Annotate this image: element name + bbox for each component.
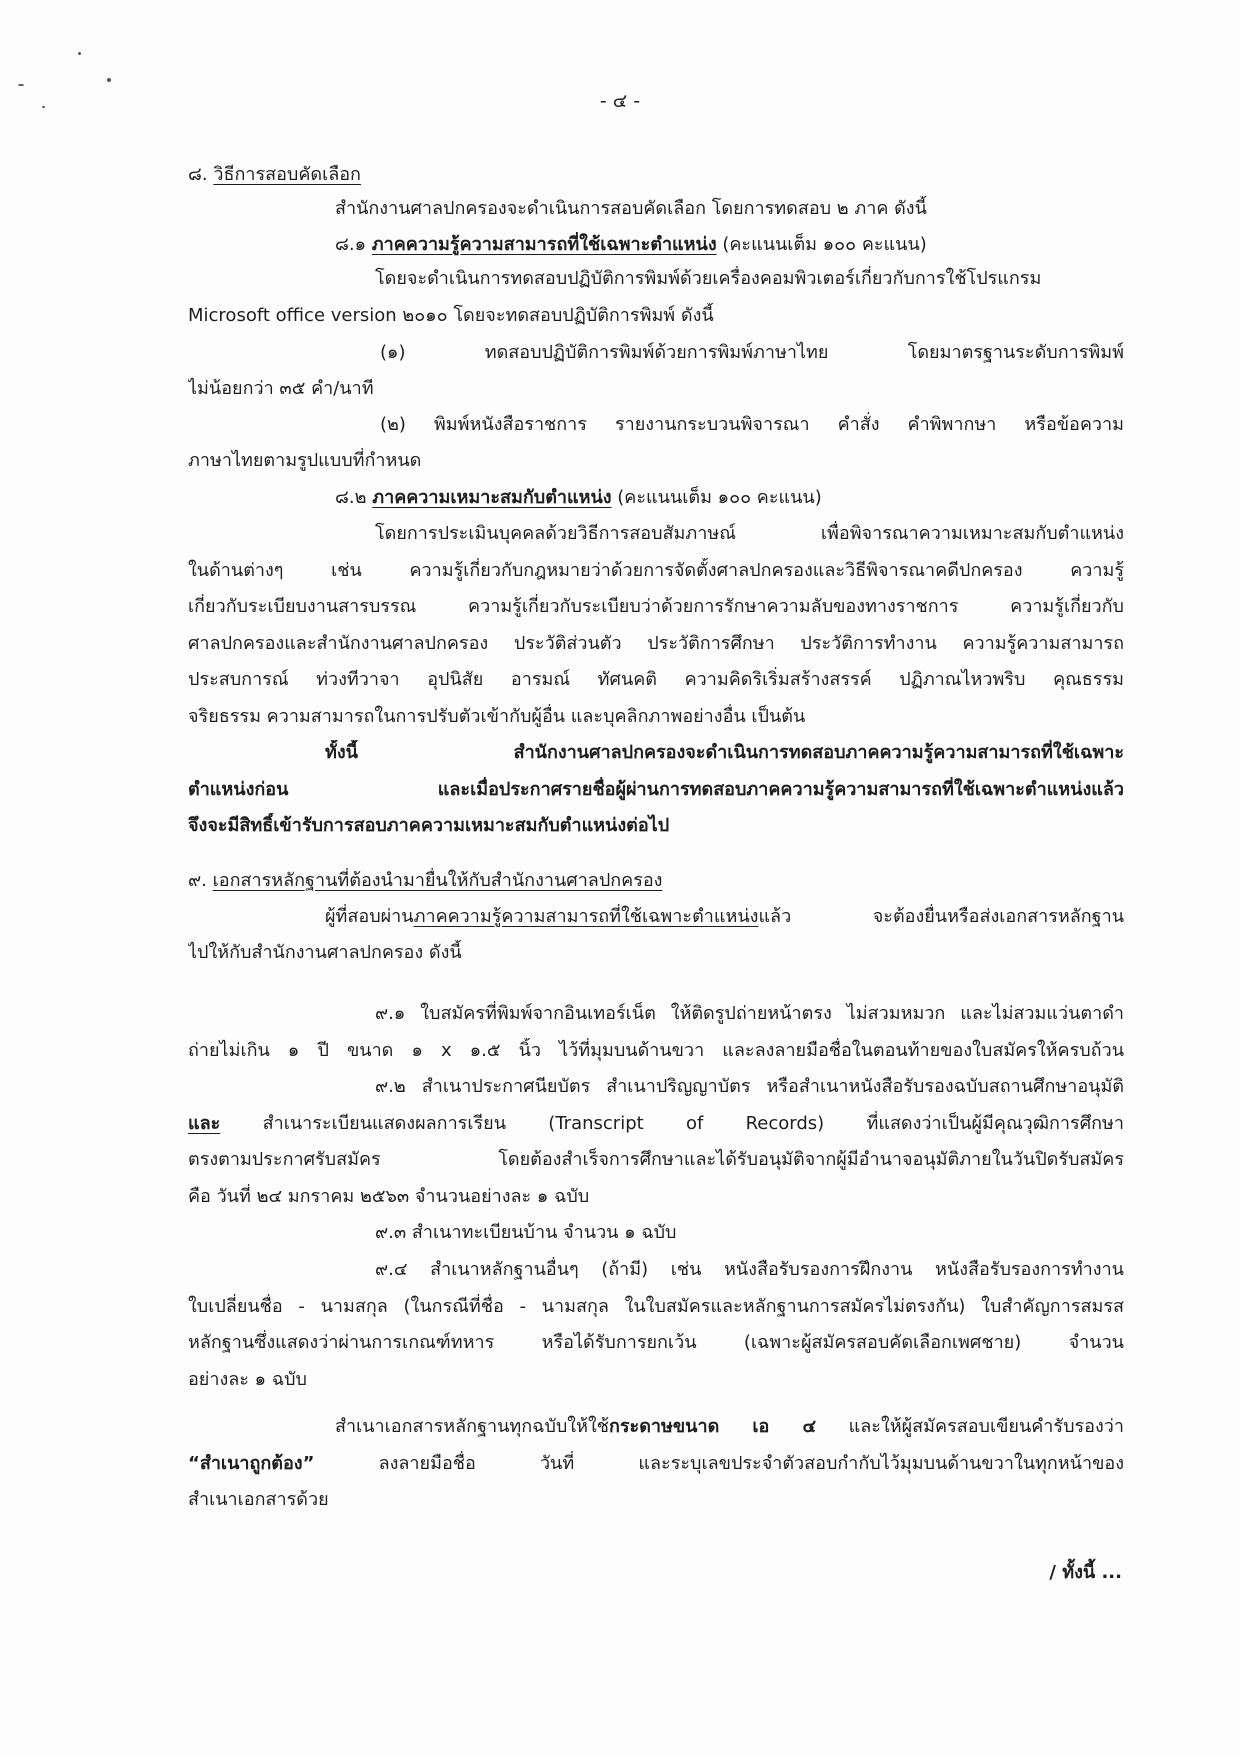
paragraph-line: ๙.๓ สำเนาทะเบียนบ้าน จำนวน ๑ ฉบับ: [375, 1222, 677, 1243]
paragraph-line: ศาลปกครองและสำนักงานศาลปกครอง ประวัติส่วนตัว ประวัติการศึกษา ประวัติการทำงาน ความรู้ความสามารถ: [188, 633, 1124, 654]
section-number: ๙.: [188, 870, 207, 891]
paragraph-line: คือ วันที่ ๒๔ มกราคม ๒๕๖๓ จำนวนอย่างละ ๑ ฉบับ: [188, 1186, 590, 1207]
section-8-intro: สำนักงานศาลปกครองจะดำเนินการสอบคัดเลือก โดยการทดสอบ ๒ ภาค ดังนี้: [335, 198, 927, 219]
text-run: สำเนาระเบียนแสดงผลการเรียน (Transcript of Records) ที่แสดงว่าเป็นผู้มีคุณวุฒิการศึกษา: [262, 1113, 1124, 1134]
paragraph-line: โดยจะดำเนินการทดสอบปฏิบัติการพิมพ์ด้วยเครื่องคอมพิวเตอร์เกี่ยวกับการใช้โปรแกรม: [375, 268, 1042, 289]
section-9-heading: [188, 868, 1124, 894]
paragraph-line: ใบเปลี่ยนชื่อ - นามสกุล (ในกรณีที่ชื่อ - นามสกุล ในใบสมัครและหลักฐานการสมัครไม่ตรงกัน) ใบสำคัญการสมรส: [188, 1296, 1124, 1317]
subsection-8-2-heading: [335, 485, 1124, 511]
paragraph-line: ในด้านต่างๆ เช่น ความรู้เกี่ยวกับกฎหมายว่าด้วยการจัดตั้งศาลปกครองและวิธีพิจารณาคดีปกครอง ความรู้: [188, 560, 1124, 581]
subsection-number: ๘.๒: [335, 487, 367, 508]
text-run-bold: กระดาษขนาด เอ ๔: [608, 1416, 817, 1437]
list-item: (๒) พิมพ์หนังสือราชการ รายงานกระบวนพิจารณา คำสั่ง คำพิพากษา หรือข้อความ: [380, 414, 1124, 435]
list-item-cont: ไม่น้อยกว่า ๓๕ คำ/นาที: [188, 378, 374, 399]
paragraph-line: [335, 1414, 1124, 1440]
subsection-score: (คะแนนเต็ม ๑๐๐ คะแนน): [722, 234, 927, 255]
note-line: ทั้งนี้ สำนักงานศาลปกครองจะดำเนินการทดสอบภาคความรู้ความสามารถที่ใช้เฉพาะ: [325, 742, 1124, 763]
paragraph-line: [188, 1451, 1124, 1477]
subsection-score: (คะแนนเต็ม ๑๐๐ คะแนน): [617, 487, 822, 508]
paragraph-line: ๙.๒ สำเนาประกาศนียบัตร สำเนาปริญญาบัตร หรือสำเนาหนังสือรับรองฉบับสถานศึกษาอนุมัติ: [375, 1076, 1124, 1097]
paragraph-line: Microsoft office version ๒๐๑๐ โดยจะทดสอบปฏิบัติการพิมพ์ ดังนี้: [188, 305, 714, 326]
note-line: ตำแหน่งก่อน และเมื่อประกาศรายชื่อผู้ผ่านการทดสอบภาคความรู้ความสามารถที่ใช้เฉพาะตำแหน่งแล้ว: [188, 779, 1124, 800]
subsection-8-1-heading: [335, 232, 1124, 258]
section-8-heading: [188, 162, 1124, 188]
list-item-cont: ภาษาไทยตามรูปแบบที่กำหนด: [188, 450, 422, 471]
list-item: (๑) ทดสอบปฏิบัติการพิมพ์ด้วยการพิมพ์ภาษาไทย โดยมาตรฐานระดับการพิมพ์: [380, 342, 1124, 363]
note-line: จึงจะมีสิทธิ์เข้ารับการสอบภาคความเหมาะสมกับตำแหน่งต่อไป: [188, 815, 670, 836]
paragraph-line: หลักฐานซึ่งแสดงว่าผ่านการเกณฑ์ทหาร หรือได้รับการยกเว้น (เฉพาะผู้สมัครสอบคัดเลือกเพศชาย) จำนวน: [188, 1332, 1124, 1353]
text-run-bold: “สำเนาถูกต้อง”: [188, 1453, 315, 1474]
section-title: เอกสารหลักฐานที่ต้องนำมายื่นให้กับสำนักงานศาลปกครอง: [212, 870, 663, 891]
continuation-marker: / ทั้งนี้ ...: [1049, 1562, 1122, 1583]
paragraph-line: ถ่ายไม่เกิน ๑ ปี ขนาด ๑ x ๑.๕ นิ้ว ไว้ที่มุมบนด้านขวา และลงลายมือชื่อในตอนท้ายของใบสมัครให้ครบถ้วน: [188, 1040, 1124, 1061]
paragraph-line: [188, 1111, 1124, 1137]
text-run: แล้ว จะต้องยื่นหรือส่งเอกสารหลักฐาน: [758, 906, 1124, 927]
paragraph-line: ๙.๑ ใบสมัครที่พิมพ์จากอินเทอร์เน็ต ให้ติดรูปถ่ายหน้าตรง ไม่สวมหมวก และไม่สวมแว่นตาดำ: [375, 1003, 1124, 1024]
paragraph-line: ไปให้กับสำนักงานศาลปกครอง ดังนี้: [188, 942, 462, 963]
subsection-title: ภาคความเหมาะสมกับตำแหน่ง: [372, 487, 612, 508]
section-title: วิธีการสอบคัดเลือก: [213, 164, 361, 185]
text-run: ผู้ที่สอบผ่าน: [325, 906, 414, 927]
paragraph-line: สำเนาเอกสารด้วย: [188, 1489, 329, 1510]
text-run: และให้ผู้สมัครสอบเขียนคำรับรองว่า: [848, 1416, 1124, 1437]
section-number: ๘.: [188, 164, 208, 185]
subsection-number: ๘.๑: [335, 234, 367, 255]
paragraph-line: ประสบการณ์ ท่วงทีวาจา อุปนิสัย อารมณ์ ทัศนคติ ความคิดริเริ่มสร้างสรรค์ ปฏิภาณไหวพริบ คุณธรรม: [188, 669, 1124, 690]
paragraph-line: อย่างละ ๑ ฉบับ: [188, 1369, 307, 1390]
subsection-title: ภาคความรู้ความสามารถที่ใช้เฉพาะตำแหน่ง: [371, 234, 717, 255]
text-run: สำเนาเอกสารหลักฐานทุกฉบับให้ใช้: [335, 1416, 609, 1437]
paragraph-line: จริยธรรม ความสามารถในการปรับตัวเข้ากับผู้อื่น และบุคลิกภาพอย่างอื่น เป็นต้น: [188, 706, 806, 727]
page-number: - ๔ -: [599, 90, 641, 112]
text-run-underlined: ภาคความรู้ความสามารถที่ใช้เฉพาะตำแหน่ง: [413, 906, 759, 927]
text-run: ลงลายมือชื่อ วันที่ และระบุเลขประจำตัวสอบกำกับไว้มุมบนด้านขวาในทุกหน้าของ: [378, 1453, 1124, 1474]
paragraph-line: เกี่ยวกับระเบียบงานสารบรรณ ความรู้เกี่ยวกับระเบียบว่าด้วยการรักษาความลับของทางราชการ ความรู้เกี่ยวกับ: [188, 596, 1124, 617]
paragraph-line: โดยการประเมินบุคคลด้วยวิธีการสอบสัมภาษณ์ เพื่อพิจารณาความเหมาะสมกับตำแหน่ง: [375, 523, 1124, 544]
paragraph-line: ๙.๔ สำเนาหลักฐานอื่นๆ (ถ้ามี) เช่น หนังสือรับรองการฝึกงาน หนังสือรับรองการทำงาน: [375, 1259, 1124, 1280]
text-run-underlined: และ: [188, 1113, 221, 1134]
paragraph-line: [325, 904, 1124, 930]
paragraph-line: ตรงตามประกาศรับสมัคร โดยต้องสำเร็จการศึกษาและได้รับอนุมัติจากผู้มีอำนาจอนุมัติภายในวันปิดรับสมัคร: [188, 1149, 1124, 1170]
